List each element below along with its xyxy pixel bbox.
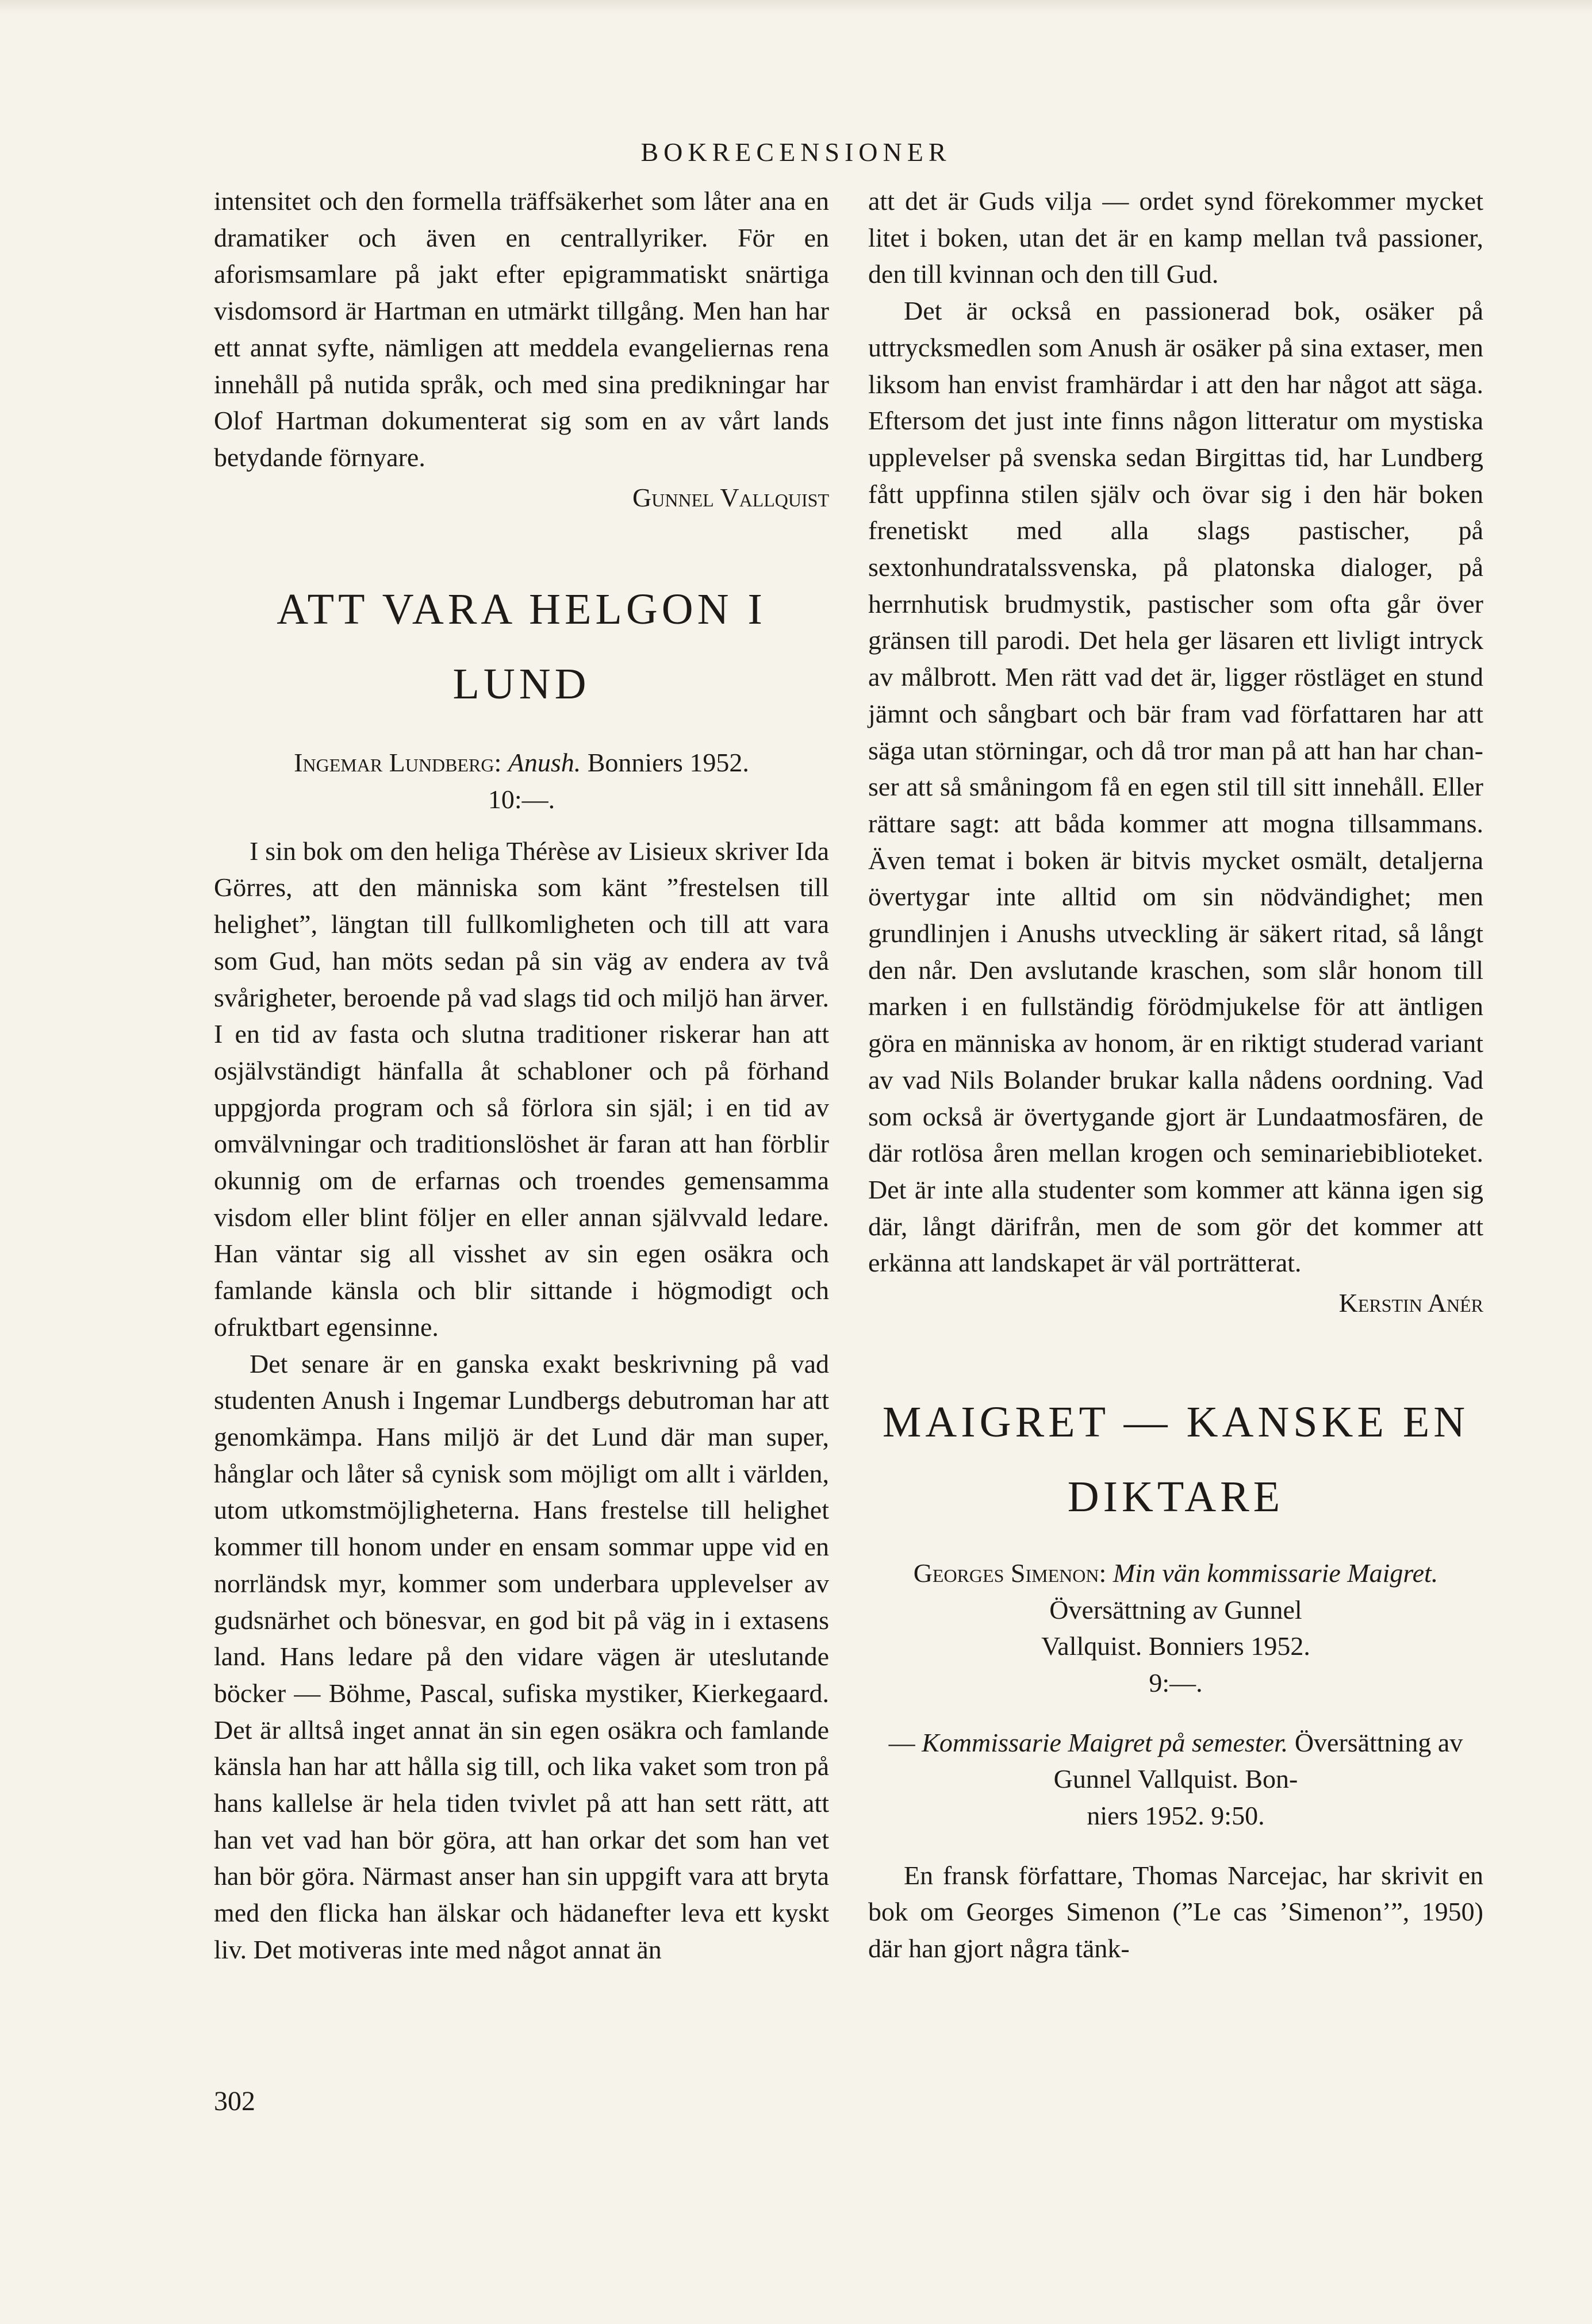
- review2-title: ATT VARA HELGON I LUND: [277, 585, 766, 709]
- review2-paragraph-1: I sin bok om den heliga Thérèse av Lisieux skriver Ida Görres, att den människa som känt ”frestelsen till helighet”, längtan till fullkomligheten och till att vara som Gud, han möts sedan på sin väg av endera av två svårigheter, beroende på vad slags tid och miljö han ärver. I en tid av fasta och slutna traditioner riskerar han att osjälvständigt hänfalla åt schabloner och på förhand uppgjorda program och så förlora sin själ; i en tid av omvälvningar och traditionslöshet är faran att han förblir okunnig om de erfarnas och troendes gemensamma visdom eller blint följer en eller annan självvald ledare. Han väntar sig all visshet av sin egen osäkra och famlande känsla och blir sittande i högmodigt och ofruktbart egensinne.: [214, 836, 829, 1342]
- review3-book2-title: Kommissarie Maigret på semester.: [922, 1727, 1288, 1757]
- review3-book1-price: 9:—.: [1149, 1668, 1203, 1697]
- page-edge: [0, 0, 1592, 14]
- review2-book-title: Anush.: [508, 748, 581, 778]
- review3-book2-info-1: Översättning av Gunnel Vallquist. Bon-: [1053, 1727, 1463, 1794]
- review3-book1-title: Min vän kommissarie Maigret.: [1113, 1558, 1438, 1588]
- review3-bibliography-1: Georges Simenon: Min vän kommissarie Maigret. Översättning av Gunnel Vallquist. Bonniers 1952. 9:—.: [913, 1558, 1438, 1697]
- review3-title: [868, 1385, 1483, 1534]
- review3-paragraph-1: En fransk författare, Thomas Narcejac, har skrivit en bok om Georges Simenon (”Le cas ’Simenon’”, 1950) där han gjort några tänk-: [868, 1860, 1483, 1964]
- review3-title-line-1: MAIGRET — KANSKE EN: [882, 1397, 1470, 1446]
- running-head: BOKRECENSIONER: [640, 137, 952, 167]
- review2-bibliography: Ingemar Lundberg: Anush. Bonniers 1952. 10:—.: [294, 748, 749, 815]
- review1-signature: Gunnel Vallquist: [632, 482, 829, 512]
- review2-publisher: Bonniers 1952.: [587, 748, 749, 778]
- review2-paragraph-4: Det är också en passionerad bok, osäker på uttrycksmedlen som Anush är osäker på sina extaser, men liksom han envist framhärdar i att den har något att säga. Eftersom det just inte finns någon litteratur om mystiska upplevelser på svenska sedan Birgittas tid, har Lundberg fått uppfinna stilen själv och övar sig i den här boken frenetiskt med alla slags pastischer, på sextonhundratalssvenska, på platonska dialoger, på herrnhutisk brudmystik, pastischer som ofta går över gränsen till parodi. Det hela ger läsaren ett livligt intryck av målbrott. Men rätt vad det är, ligger röstläget en stund jämnt och sångbart och bär fram vad författaren har att säga utan störningar, och då tror man på att han har chanser att så småningom få en egen stil till sitt innehåll. Eller rättare sagt: att båda kommer att mogna tillsammans. Även temat i boken är bitvis mycket osmält, detaljerna övertygar inte alltid om sin nödvändighet; men grundlinjen i Anushs utveckling är säkert ritad, så långt den når. Den avslutande kraschen, som slår honom till marken i en fullständig förödmjukelse för att äntligen göra en människa av honom, är en riktigt studerad variant av vad Nils Bolander brukar kalla nådens oordning. Vad som också är övertygande gjort är Lundaatmosfären, de där rotlösa åren mellan krogen och seminariebiblioteket. Det är inte alla studenter som kommer att känna igen sig där, långt därifrån, men de som gör det kommer att erkänna att landskapet är väl porträtterat.: [868, 296, 1483, 1278]
- review2-paragraph-3: att det är Guds vilja — ordet synd förekommer mycket litet i boken, utan det är en kamp mellan två passioner, den till kvinnan och den till Gud.: [868, 186, 1483, 289]
- left-column: [214, 183, 829, 1968]
- right-column: [868, 183, 1483, 1967]
- review3-book2-info-2: niers 1952. 9:50.: [1087, 1801, 1265, 1831]
- review1-continuation: intensitet och den formella träffsäkerhet som låter ana en dramatiker och även en centrallyriker. För en aforismsamlare på jakt efter epigrammatiskt snärtiga visdomsord är Hartman en utmärkt tillgång. Men han har ett annat syfte, nämligen att meddela evangeliernas rena innehåll på nutida språk, och med sina predikningar har Olof Hartman dokumenterat sig som en av vårt lands betydande förnyare.: [214, 186, 829, 472]
- review3-author: Georges Simenon: [913, 1558, 1099, 1588]
- review2-price: 10:—.: [488, 785, 555, 815]
- review3-bibliography-2: [868, 1724, 1483, 1834]
- review2-signature: Kerstin Anér: [1338, 1288, 1483, 1318]
- page-number: 302: [214, 2086, 255, 2116]
- review3-book1-info-2: Vallquist. Bonniers 1952.: [1041, 1631, 1310, 1661]
- review2-author: Ingemar Lundberg: [294, 748, 494, 778]
- review3-book1-info-1: Översättning av Gunnel: [1049, 1595, 1302, 1624]
- review3-book2-dash: —: [888, 1727, 915, 1757]
- review3-title-line-2: DIKTARE: [1067, 1472, 1284, 1521]
- review2-paragraph-2: Det senare är en ganska exakt beskrivning på vad studenten Anush i Ingemar Lundbergs debutroman har att genomkämpa. Hans miljö är det Lund där man super, hånglar och låter så cynisk som möjligt om allt i världen, utom utkomstmöjligheterna. Hans frestelse till helighet kommer till honom under en ensam sommar uppe vid en norrländsk myr, kommer som underbara upplevelser av gudsnärhet och bönesvar, en god bit på väg in i extasens land. Hans ledare på den vidare vägen är uteslutande böcker — Böhme, Pascal, sufiska mystiker, Kierkegaard. Det är alltså inget annat än sin egen osäkra och famlande känsla han har att hålla sig till, och lika vaket som tron på hans kallelse är hela tiden tvivlet på att han sett rätt, att han vet vad han bör göra, att han orkar det som han vet han bör göra. Närmast anser han sin uppgift vara att bryta med den flicka han älskar och hädanefter leva ett kyskt liv. Det motiveras inte med något annat än: [214, 1349, 829, 1964]
